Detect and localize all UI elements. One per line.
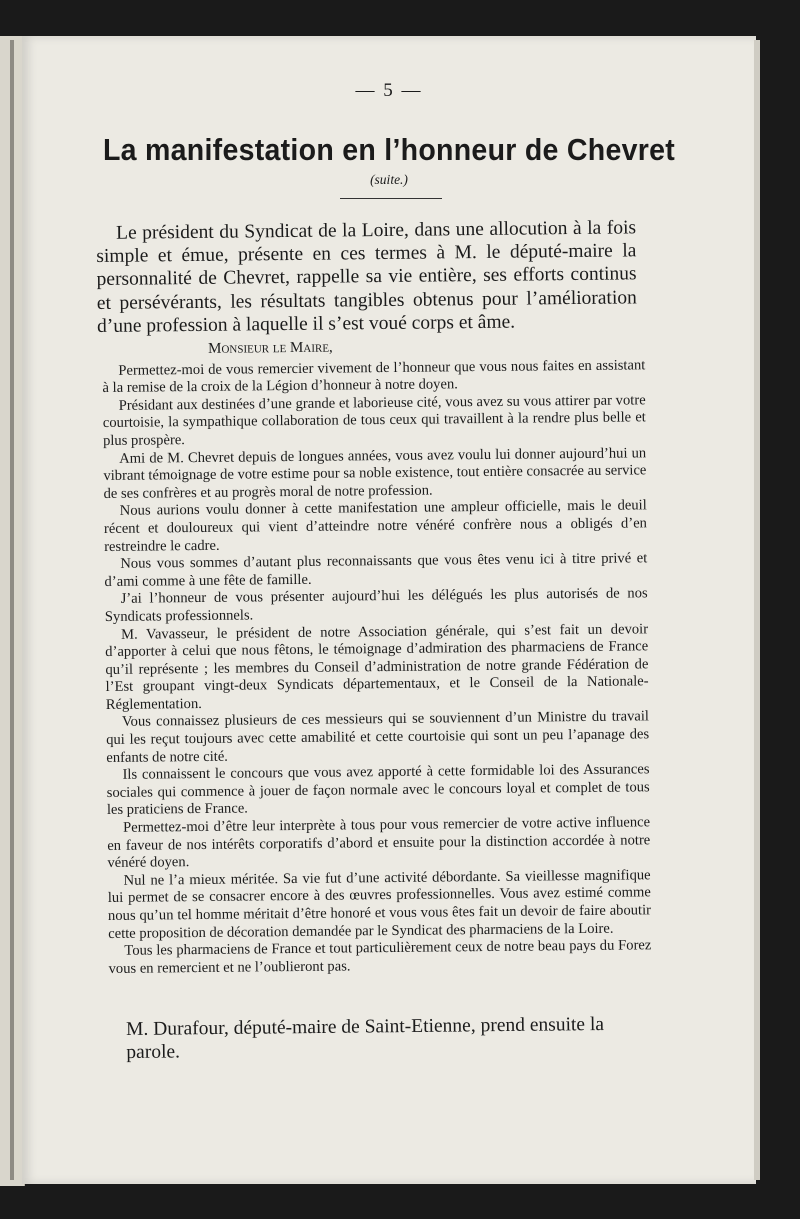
speech-paragraph: Nous aurions voulu donner à cette manifestation une ampleur officielle, mais le deuil récent et douloureux qui vient d’atteindre notre vénéré confrère nous a obligés d’en restreindre le cadre.: [103, 497, 648, 555]
page-edge: [754, 40, 760, 1180]
page-number: — 5 —: [355, 80, 423, 101]
speech-paragraph: Vous connaissez plusieurs de ces messieurs qui se souviennent d’un Ministre du travail qui les reçut toujours avec cette amabilité et cette courtoisie qui sont un peu l’apanage des enfants de notre cité.: [106, 708, 650, 766]
speech-paragraph: Permettez-moi de vous remercier vivement de l’honneur que vous nous faites en assistant à la remise de la croix de la Légion d’honneur à notre doyen.: [102, 356, 646, 397]
book-spine: [10, 40, 14, 1180]
speech-paragraph: Ami de M. Chevret depuis de longues années, vous avez voulu lui donner aujourd’hui un vibrant témoignage de votre estime pour sa noble existence, tout entière consacrée au service de ses confrères et au progrès moral de notre profession.: [103, 444, 647, 502]
speech-salutation: Monsieur le Maire,: [207, 339, 333, 357]
title-divider: [340, 198, 442, 199]
closing-paragraph: M. Durafour, député-maire de Saint-Etienne, prend ensuite la parole.: [126, 1013, 605, 1063]
speech-paragraph: Présidant aux destinées d’une grande et laborieuse cité, vous avez su vous attirer par votre courtoisie, la sympathique collaboration de tous ceux qui travaillent à la rendre plus belle et plus prospère.: [102, 392, 646, 449]
article-subtitle: (suite.): [370, 172, 408, 187]
speech-paragraph: Nous vous sommes d’autant plus reconnaissants que vous êtes venu ici à titre privé et d’ami comme à une fête de famille.: [104, 550, 648, 590]
article-title: La manifestation en l’honneur de Chevret: [102, 132, 676, 167]
intro-paragraph: Le président du Syndicat de la Loire, dans une allocution à la fois simple et émue, présente en ces termes à M. le député-maire la personnalité de Chevret, rappelle sa vie entière, ses efforts continus et persévérants, les résultats tangibles obtenus pour l’amélioration d’une profession à laquelle il s’est voué corps et âme.: [96, 217, 637, 337]
document-page: [22, 36, 756, 1184]
speech-paragraph: Tous les pharmaciens de France et tout particulièrement ceux de notre beau pays du Forez vous en remercient et ne l’oublieront pas.: [108, 937, 652, 977]
speech-paragraph: J’ai l’honneur de vous présenter aujourd’hui les délégués les plus autorisés de nos Syndicats professionnels.: [104, 585, 648, 625]
speech-paragraph: Ils connaissent le concours que vous avez apporté à cette formidable loi des Assurances sociales qui commence à jouer de façon normale avec le concours loyal et complet de tous les praticiens de France.: [106, 761, 650, 819]
speech-paragraph: Nul ne l’a mieux méritée. Sa vie fut d’une activité débordante. Sa vieillesse magnifique lui permet de se consacrer encore à des œuvres professionnelles. Vous avez estimé comme nous qu’un tel homme méritait d’être honoré et vous vous êtes fait un devoir de faire aboutir cette proposition de décoration demandée par le Syndicat des pharmaciens de la Loire.: [107, 867, 652, 942]
speech-paragraph: M. Vavasseur, le président de notre Association générale, qui s’est fait un devoir d’apporter à celui que nous fêtons, le témoignage d’admiration des pharmaciens de France qu’il représente ; les membres du Conseil d’administration de notre grande Fédération de l’Est groupant vingt-deux Syndicats départementaux, et le Conseil de la Nationale-Réglementation.: [105, 620, 649, 713]
speech-paragraph: Permettez-moi d’être leur interprète à tous pour vous remercier de votre active influence en faveur de nos intérêts corporatifs d’abord et ensuite pour la distinction accordée à notre vénéré doyen.: [107, 814, 651, 872]
speech-block: [102, 336, 652, 978]
